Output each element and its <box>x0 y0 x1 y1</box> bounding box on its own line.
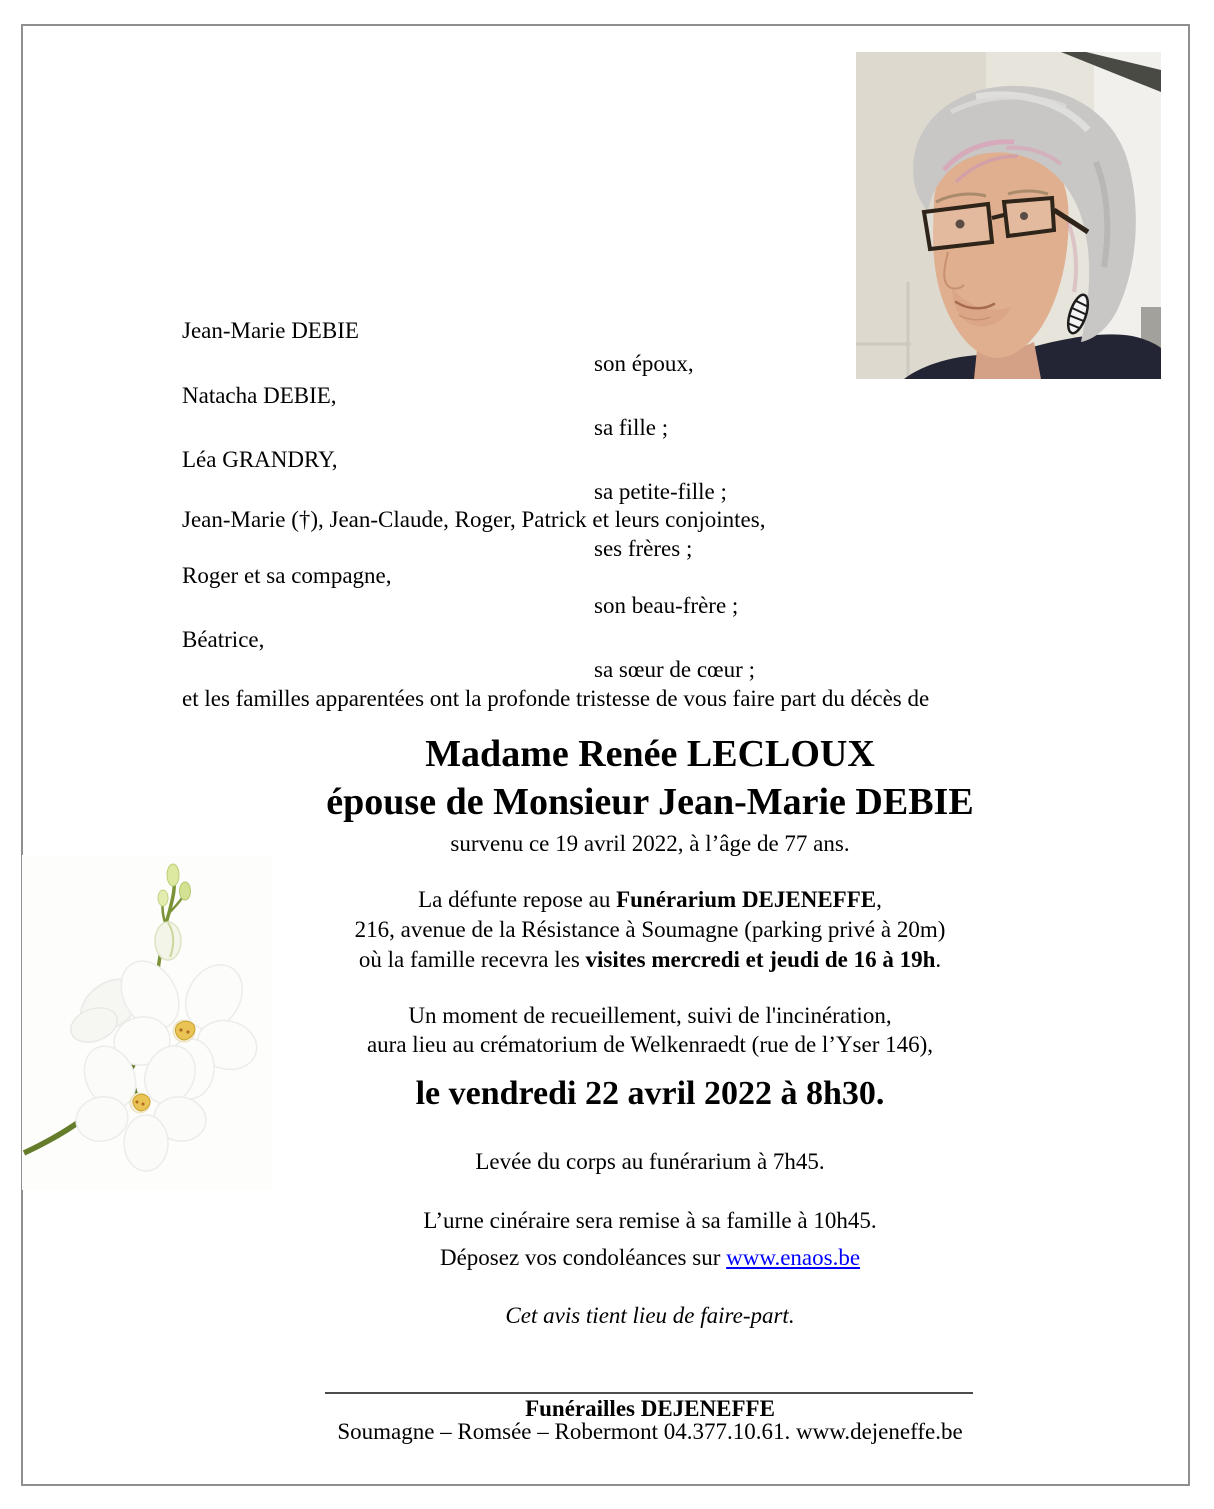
family-relation-6: sa sœur de cœur ; <box>594 657 755 682</box>
repose-visits-line <box>110 945 1190 975</box>
family-name-3: Léa GRANDRY, <box>182 447 338 472</box>
family-relation-1: son époux, <box>594 351 694 376</box>
family-relation-2: sa fille ; <box>594 415 669 440</box>
portrait-photo <box>856 52 1161 379</box>
funerarium-name: Funérarium DEJENEFFE <box>616 887 877 912</box>
visits-schedule: visites mercredi et jeudi de 16 à 19h <box>585 947 936 972</box>
death-date-line: survenu ce 19 avril 2022, à l’âge de 77 ans. <box>450 831 850 856</box>
condolences-prefix: Déposez vos condoléances sur <box>439 1245 727 1270</box>
family-name-5: Roger et sa compagne, <box>182 563 392 588</box>
ceremony-date: le vendredi 22 avril 2022 à 8h30. <box>415 1075 885 1112</box>
levee-line: Levée du corps au funérarium à 7h45. <box>475 1149 825 1174</box>
deceased-spouse-line: épouse de Monsieur Jean-Marie DEBIE <box>326 781 974 823</box>
enaos-link[interactable]: www.enaos.be <box>726 1245 861 1270</box>
family-relation-5: son beau-frère ; <box>594 593 739 618</box>
visits-prefix: où la famille recevra les <box>358 947 586 972</box>
ceremony-line-2: aura lieu au crématorium de Welkenraedt (rue de l’Yser 146), <box>366 1032 934 1057</box>
footer-company: Funérailles DEJENEFFE <box>525 1396 775 1421</box>
notice-line: Cet avis tient lieu de faire-part. <box>505 1303 795 1328</box>
repose-line-1 <box>110 885 1190 915</box>
footer-info: Soumagne – Romsée – Robermont 04.377.10.61. www.dejeneffe.be <box>337 1419 963 1444</box>
condolences-line <box>110 1243 1190 1273</box>
family-name-6: Béatrice, <box>182 627 265 652</box>
footer-divider <box>325 1392 973 1394</box>
visits-suffix: . <box>935 947 942 972</box>
family-closing: et les familles apparentées ont la profonde tristesse de vous faire part du décès de <box>182 686 930 711</box>
family-relation-4: ses frères ; <box>594 536 693 561</box>
family-relation-3: sa petite-fille ; <box>594 479 727 504</box>
family-name-2: Natacha DEBIE, <box>182 383 337 408</box>
family-name-4: Jean-Marie (†), Jean-Claude, Roger, Patrick et leurs conjointes, <box>182 507 766 532</box>
portrait-photo-image <box>856 52 1161 379</box>
family-name-1: Jean-Marie DEBIE <box>182 318 359 343</box>
repose-line-1-prefix: La défunte repose au <box>418 887 617 912</box>
repose-address-line: 216, avenue de la Résistance à Soumagne (parking privé à 20m) <box>354 917 946 942</box>
deceased-name: Madame Renée LECLOUX <box>425 733 875 775</box>
ceremony-line-1: Un moment de recueillement, suivi de l'incinération, <box>408 1003 892 1028</box>
repose-line-1-suffix: , <box>876 887 882 912</box>
urne-line: L’urne cinéraire sera remise à sa famille à 10h45. <box>423 1208 877 1233</box>
